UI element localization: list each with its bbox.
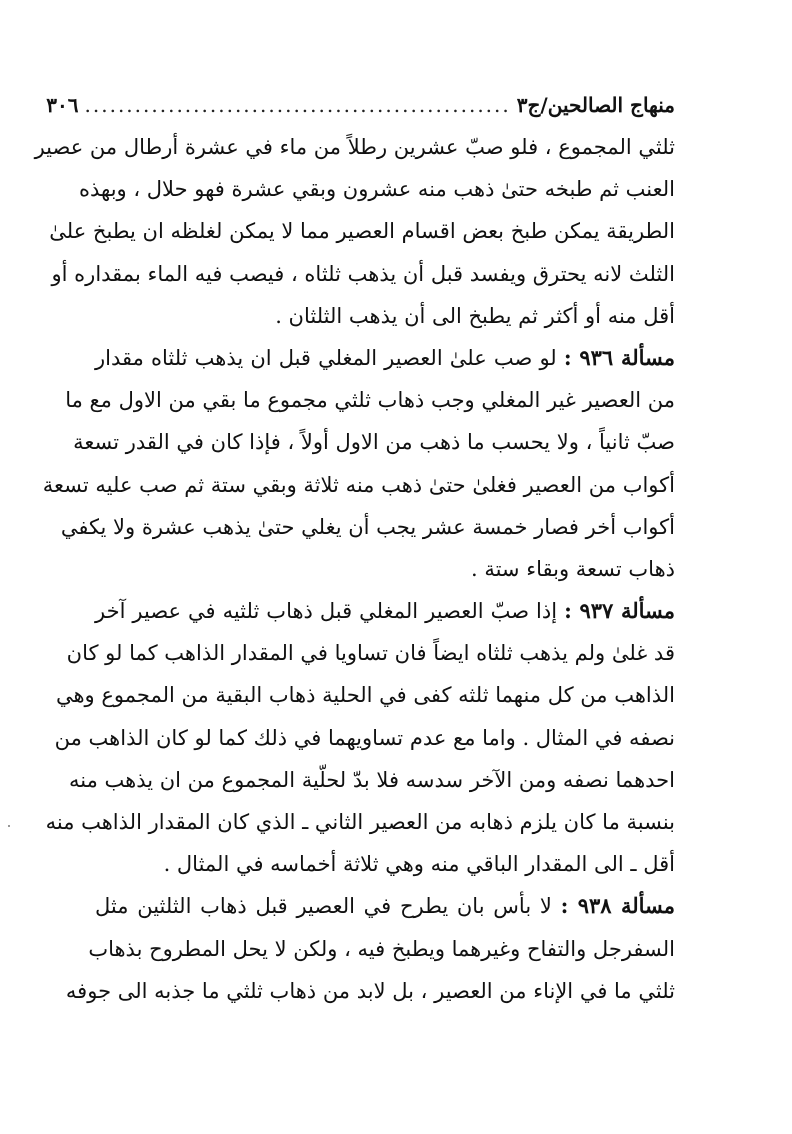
issue-first-line: إذا صبّ العصير المغلي قبل ذهاب ثلثيه في عصير آخر [95, 599, 558, 624]
text-line: العنب ثم طبخه حتىٰ ذهب منه عشرون وبقي عشرة فهو حلال ، وبهذه [78, 177, 675, 202]
text-line: من العصير غير المغلي وجب ذهاب ثلثي مجموع ما بقي من الاول مع ما [65, 388, 675, 413]
issue-first-line: لا بأس بان يطرح في العصير قبل ذهاب الثلثين مثل [95, 894, 552, 919]
issue-938-paragraph [65, 885, 675, 1012]
running-header [46, 88, 675, 122]
issue-first-line: لو صب علىٰ العصير المغلي قبل ان يذهب ثلثاه مقدار [95, 345, 557, 370]
text-line [95, 885, 675, 927]
text-line [95, 590, 675, 632]
page-body [34, 126, 675, 1012]
text-line: ذهاب تسعة وبقاء ستة . [470, 556, 675, 581]
text-line: السفرجل والتفاح وغيرهما ويطبخ فيه ، ولكن لا يحل المطروح بذهاب [88, 936, 675, 961]
page-number: ٣٠٦ [46, 93, 79, 117]
text-line: ثلثي ما في الإناء من العصير ، بل لابد من ذهاب ثلثي ما جذبه الى جوفه [65, 978, 675, 1003]
text-line: أقل ـ الى المقدار الباقي منه وهي ثلاثة أخماسه في المثال . [163, 852, 675, 877]
text-line: بنسبة ما كان يلزم ذهابه من العصير الثاني ـ الذي كان المقدار الذاهب منه [45, 810, 675, 834]
text-line: الثلث لانه يحترق ويفسد قبل أن يذهب ثلثاه ، فيصب فيه الماء بمقداره أو [51, 261, 675, 286]
scan-speck [8, 825, 10, 827]
text-line: أكواب أخر فصار خمسة عشر يجب أن يغلي حتىٰ يذهب عشرة ولا يكفي [60, 514, 675, 539]
text-line: ثلثي المجموع ، فلو صبّ عشرين رطلاً من ماء في عشرة أرطال من عصير [34, 135, 675, 159]
text-line: أقل منه أو أكثر ثم يطبخ الى أن يذهب الثلثان . [275, 303, 675, 328]
book-title: منهاج الصالحين/ج٣ [516, 93, 675, 117]
issue-937-paragraph [45, 590, 675, 885]
issue-label: مسألة ٩٣٦ : [563, 344, 675, 370]
text-line: صبّ ثانياً ، ولا يحسب ما ذهب من الاول أولاً ، فإذا كان في القدر تسعة [73, 430, 675, 455]
text-line [95, 337, 675, 379]
issue-label: مسألة ٩٣٧ : [564, 598, 675, 624]
text-line: الطريقة يمكن طبخ بعض اقسام العصير مما لا يمكن لغلظه ان يطبخ علىٰ [49, 219, 675, 244]
header-leader-dots: ................................................... [84, 93, 511, 117]
text-line: أكواب من العصير فغلىٰ حتىٰ ذهب منه ثلاثة وبقي ستة ثم صب عليه تسعة [42, 472, 675, 497]
text-line: نصفه في المثال . واما مع عدم تساويهما في ذلك كما لو كان الذاهب من [54, 725, 675, 750]
text-line: الذاهب من كل منهما ثلثه كفى في الحلية ذهاب البقية من المجموع وهي [55, 683, 675, 708]
intro-paragraph [34, 126, 675, 337]
issue-936-paragraph [42, 337, 675, 590]
issue-label: مسألة ٩٣٨ : [560, 893, 675, 919]
text-line: احدهما نصفه ومن الآخر سدسه فلا بدّ لحلّية المجموع من ان يذهب منه [68, 767, 675, 792]
text-line: قد غلىٰ ولم يذهب ثلثاه ايضاً فان تساويا في المقدار الذاهب كما لو كان [66, 641, 675, 666]
